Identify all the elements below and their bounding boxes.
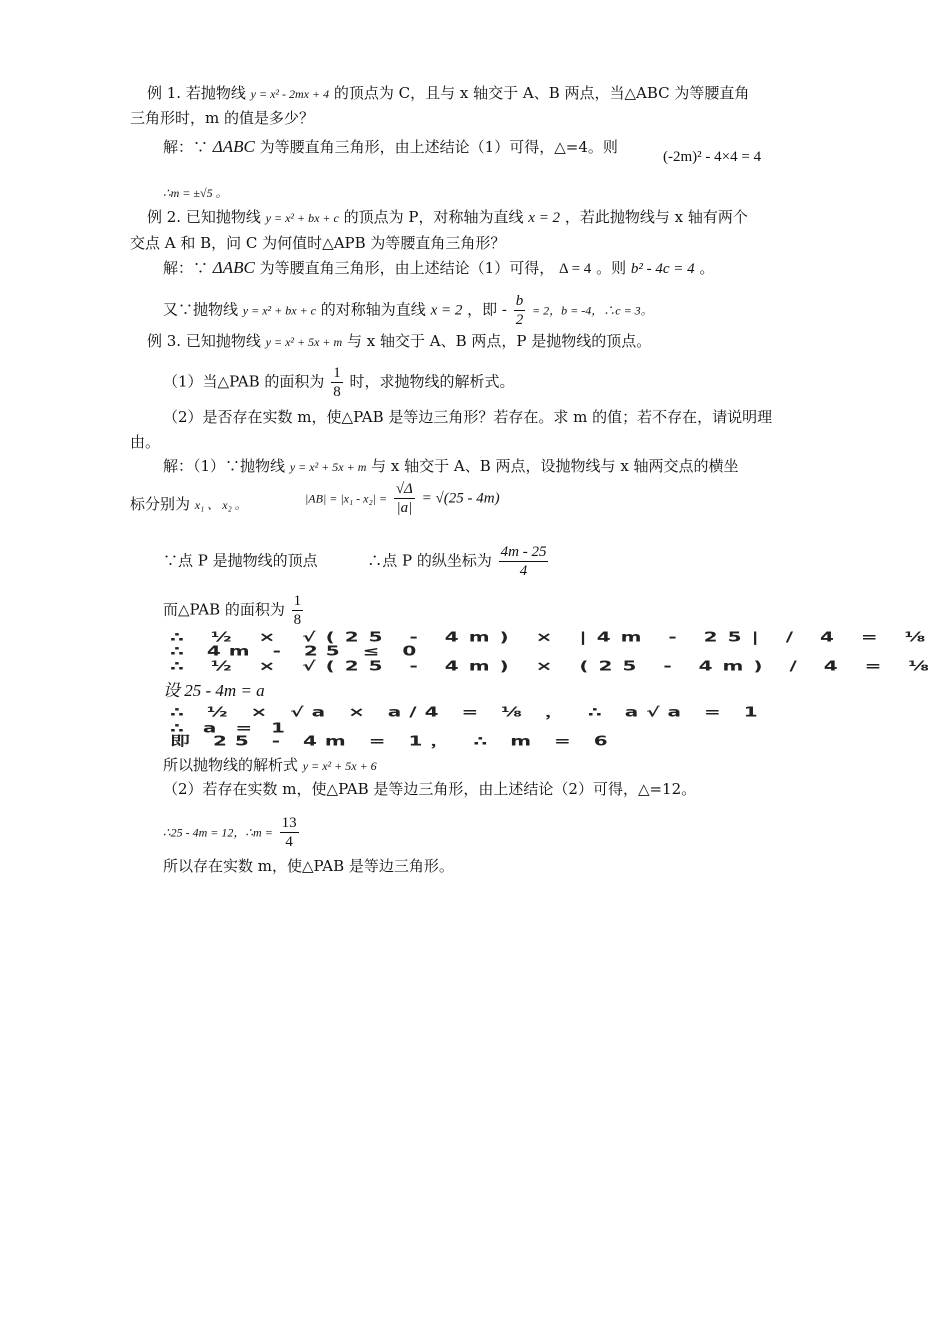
ex3-vertex-den: 4 (519, 563, 528, 579)
ex3-conclusion: 所以存在实数 m，使△PAB 是等边三角形。 (163, 857, 454, 875)
ex3-ab-lhs: |AB| = |x₁ - x₂| = (305, 491, 388, 506)
ex2-text2: ，若此抛物线与 x 轴有两个 (564, 208, 748, 226)
ex3-sol6 (163, 754, 377, 777)
ex1-answer: ∴m = ±√5 。 (163, 186, 228, 200)
ex3-sol1-text2: 与 x 轴交于 A、B 两点，设抛物线与 x 轴两交点的横坐 (371, 457, 739, 475)
ex2-axis: x = 2 (528, 210, 561, 226)
ex3-sol3-text2: ∴点 P 的纵坐标为 (367, 551, 492, 570)
ex3-area-den: 8 (293, 612, 302, 628)
ex3-vertex-fraction (499, 543, 549, 580)
ex3-sol4-text: 而△PAB 的面积为 (163, 600, 285, 619)
ex3-q1-num: 1 (333, 365, 341, 381)
ex2-l4-formula: y = x² + bx + c (242, 303, 316, 318)
ex2-sol-text: 为等腰直角三角形，由上述结论（1）可得， (259, 259, 555, 277)
ex2-line2: 交点 A 和 B，问 C 为何值时△APB 为等腰直角三角形？ (130, 234, 506, 252)
ex3-substitution: 设 25 - 4m = a (163, 681, 265, 700)
ex3-q1-text2: 时，求抛物线的解析式。 (349, 372, 515, 391)
ex1-sol-text: 为等腰直角三角形，由上述结论（1）可得，△=4。则 (259, 138, 618, 156)
ex2-text: 的顶点为 P，对称轴为直线 (343, 208, 524, 226)
ex2-sol-end: 。 (699, 259, 715, 277)
ex2-l4-result: = 2，b = -4，∴c = 3。 (532, 303, 653, 318)
ex2-fraction (514, 292, 526, 329)
ex2-frac-den: 2 (515, 312, 524, 328)
ex3-q1-fraction (331, 364, 343, 401)
ex3-line1 (147, 330, 651, 353)
ex3-q1-text: （1）当△PAB 的面积为 (163, 372, 325, 391)
ex2-l4-text2: 的对称轴为直线 (320, 300, 426, 319)
ex3-part2-fraction (280, 814, 299, 851)
ex2-l4-axis: x = 2 (430, 302, 463, 319)
ex3-vertex-num: 4m - 25 (500, 544, 547, 560)
ex1-formula: y = x² - 2mx + 4 (250, 87, 330, 101)
ex3-roots: x₁ 、 x₂ 。 (194, 498, 247, 512)
ex3-sol1 (163, 455, 739, 478)
ex1-sol-label: 解：∵ (163, 138, 209, 156)
garbled-eq-1: ∴ ½ × √(25 - 4m) × |4m - 25| / 4 = ⅛ (170, 629, 936, 645)
ex3-ab-num: √Δ (395, 481, 413, 497)
ex3-sol2 (130, 493, 247, 516)
ex3-part2-eq: ∴25 - 4m = 12，∴m = (163, 825, 273, 840)
ex2-eq: b² - 4c = 4 (630, 261, 695, 277)
ex1-eq: (-2m)² - 4×4 = 4 (663, 149, 762, 165)
ex3-part2: （2）若存在实数 m，使△PAB 是等边三角形，由上述结论（2）可得，△=12。 (163, 780, 697, 798)
ex3-intro: 例 3. 已知抛物线 (147, 332, 261, 350)
ex2-delta: Δ = 4 (559, 261, 592, 277)
garbled-eq-2: ∴ ½ × √(25 - 4m) × (25 - 4m) / 4 = ⅛ (170, 658, 940, 674)
ex1-solution (163, 136, 618, 158)
ex3-ab-rhs: = √(25 - 4m) (421, 490, 500, 507)
ex2-formula: y = x² + bx + c (265, 211, 339, 225)
ex2-triangle: ΔABC (212, 258, 255, 277)
ex3-sol1-formula: y = x² + 5x + m (289, 460, 367, 474)
ex3-sol2-text: 标分别为 (130, 495, 191, 513)
ex3-q2-end: 由。 (130, 433, 161, 451)
ex3-sol1-text: 解：（1）∵抛物线 (163, 457, 286, 475)
ex1-triangle: ΔABC (212, 137, 255, 156)
ex3-q1-den: 8 (333, 384, 341, 400)
ex3-part2-den: 4 (285, 834, 293, 850)
ex1-line1 (147, 82, 749, 105)
ex2-l4-text: 又∵抛物线 (163, 300, 239, 319)
ex2-frac-num: b (515, 293, 524, 309)
garbled-eq-3: ∴ ½ × √a × a/4 = ⅛ ， ∴ a√a = 1 (170, 704, 766, 720)
ex3-sol4 (163, 592, 305, 629)
ex3-ab-den: |a| (396, 500, 413, 516)
ex2-line1 (147, 206, 748, 229)
ex3-formula: y = x² + 5x + m (265, 335, 343, 349)
ex3-ab-formula (305, 480, 500, 517)
garbled-eq-1b: ∴ 4m - 25 ≤ 0 (170, 643, 425, 659)
garbled-eq-5: 即 25 - 4m = 1， ∴ m = 6 (170, 733, 616, 749)
ex3-ab-fraction (394, 480, 415, 517)
ex1-line2: 三角形时，m 的值是多少？ (130, 109, 314, 127)
garbled-eq-4: ∴ a = 1 (170, 720, 291, 736)
ex2-intro: 例 2. 已知抛物线 (147, 208, 261, 226)
ex3-sol3-text: ∵点 P 是抛物线的顶点 (163, 551, 318, 570)
ex3-q2: （2）是否存在实数 m，使△PAB 是等边三角形？若存在。求 m 的值；若不存在，请说明理 (163, 408, 773, 426)
ex3-q1 (163, 364, 515, 401)
ex2-line4 (163, 292, 653, 329)
ex3-part2-num: 13 (281, 815, 297, 831)
ex3-sol6-text: 所以抛物线的解析式 (163, 756, 299, 774)
ex2-l4-text3: ，即 - (467, 300, 507, 319)
ex3-area-fraction (292, 592, 304, 629)
ex3-result-formula: y = x² + 5x + 6 (302, 759, 377, 773)
ex2-solution (163, 257, 714, 280)
ex2-sol-label: 解：∵ (163, 259, 209, 277)
ex3-area-num: 1 (293, 593, 302, 609)
ex3-sol3 (163, 543, 550, 580)
ex1-text: 的顶点为 C，且与 x 轴交于 A、B 两点，当△ABC 为等腰直角 (333, 84, 750, 102)
ex1-intro: 例 1. 若抛物线 (147, 84, 246, 102)
ex2-sol-then: 。则 (596, 259, 627, 277)
ex3-part2-calc (163, 814, 301, 851)
ex3-sol5 (163, 680, 265, 702)
ex3-text: 与 x 轴交于 A、B 两点，P 是抛物线的顶点。 (346, 332, 652, 350)
